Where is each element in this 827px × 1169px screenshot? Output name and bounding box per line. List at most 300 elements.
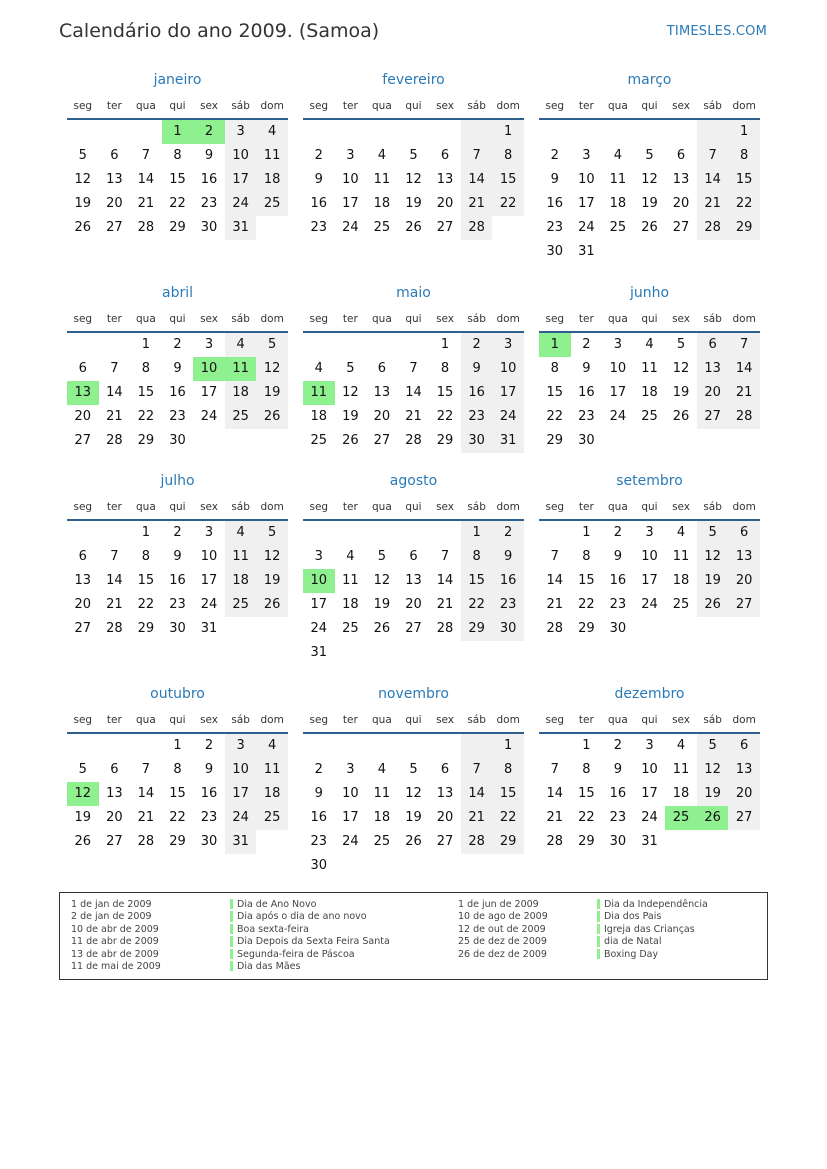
day: 10 [641, 762, 658, 777]
weekday-label: sáb [231, 313, 250, 325]
weekday-label: ter [578, 313, 594, 325]
day: 10 [342, 786, 359, 801]
weekend-day: 15 [492, 782, 524, 806]
weekend-day: 19 [256, 381, 288, 405]
day: 8 [141, 361, 151, 376]
day: 26 [373, 621, 391, 636]
weekend-day: 18 [225, 381, 257, 405]
day: 22 [137, 409, 155, 424]
weekend-day: 30 [461, 429, 493, 453]
weekend-day: 14 [728, 357, 760, 381]
weekday-label: qui [169, 100, 186, 112]
day: 30 [169, 433, 186, 448]
weekend-day: 23 [492, 593, 524, 617]
day: 7 [110, 361, 119, 376]
legend-holiday-name: Boxing Day [604, 948, 659, 960]
day: 1 [582, 738, 591, 753]
day: 1 [173, 738, 182, 753]
weekend-day: 21 [697, 192, 729, 216]
weekday-header [303, 501, 524, 515]
day: 1 [141, 337, 151, 352]
weekend-day: 24 [225, 806, 257, 830]
weekday-label: qua [608, 100, 628, 112]
day: 25 [641, 409, 658, 424]
day: 21 [546, 597, 564, 612]
month-name: janeiro [153, 72, 202, 88]
holiday-day: 2 [193, 120, 225, 144]
day: 11 [342, 573, 359, 588]
day: 5 [409, 762, 418, 777]
holiday-day: 10 [303, 569, 335, 593]
weekend-day: 19 [697, 569, 729, 593]
weekday-label: qui [641, 501, 658, 513]
weekday-label: ter [342, 501, 358, 513]
day: 7 [141, 148, 151, 163]
weekend-day: 17 [225, 782, 257, 806]
weekday-label: sex [200, 313, 219, 325]
day: 23 [609, 810, 627, 825]
day: 5 [409, 148, 418, 163]
empty-weekend-cell [461, 734, 493, 758]
weekday-label: qui [169, 501, 186, 513]
weekend-day: 6 [697, 333, 729, 357]
weekend-day: 8 [492, 758, 524, 782]
day: 22 [546, 409, 564, 424]
day: 1 [582, 525, 591, 540]
weekday-label: dom [732, 313, 756, 325]
day: 28 [106, 621, 123, 636]
day: 10 [578, 172, 595, 187]
day: 24 [641, 810, 658, 825]
month-name: junho [629, 285, 670, 301]
legend-holiday-name: Dia das Mães [237, 960, 301, 972]
day: 17 [342, 196, 359, 211]
weekday-label: dom [260, 100, 284, 112]
day: 5 [676, 337, 686, 352]
holiday-day: 26 [697, 806, 729, 830]
weekend-day: 17 [492, 381, 524, 405]
weekend-day: 12 [697, 545, 729, 569]
weekend-day: 30 [492, 617, 524, 641]
legend-date: 10 de ago de 2009 [458, 911, 548, 923]
weekend-day: 12 [256, 545, 288, 569]
day: 3 [613, 337, 623, 352]
weekday-label: qui [405, 313, 422, 325]
day: 11 [672, 549, 690, 564]
day: 5 [78, 762, 87, 777]
day: 8 [141, 549, 151, 564]
day: 2 [173, 337, 182, 352]
weekend-day: 27 [697, 405, 729, 429]
weekend-day: 7 [461, 144, 493, 168]
day: 28 [106, 433, 123, 448]
day: 19 [641, 196, 658, 211]
legend-marker [597, 899, 600, 909]
weekday-label: ter [342, 714, 358, 726]
weekday-label: ter [106, 501, 122, 513]
day: 22 [578, 810, 595, 825]
weekday-label: qua [372, 313, 392, 325]
weekday-label: qui [169, 313, 186, 325]
day: 31 [641, 834, 658, 849]
day: 30 [310, 858, 328, 873]
day: 13 [373, 385, 391, 400]
day: 9 [582, 361, 591, 376]
day: 24 [641, 597, 658, 612]
weekend-day: 16 [461, 381, 493, 405]
day: 11 [672, 762, 690, 777]
day: 7 [550, 762, 559, 777]
weekday-label: dom [732, 714, 756, 726]
day: 4 [314, 361, 323, 376]
day: 12 [342, 385, 359, 400]
weekday-label: qua [608, 501, 628, 513]
day: 8 [440, 361, 450, 376]
weekday-label: seg [73, 714, 93, 726]
weekday-label: dom [260, 313, 284, 325]
weekday-label: dom [496, 313, 520, 325]
day: 8 [582, 549, 591, 564]
weekend-day: 4 [256, 734, 288, 758]
day: 6 [440, 148, 450, 163]
weekday-label: qui [641, 714, 658, 726]
weekday-label: ter [578, 501, 594, 513]
month-name: fevereiro [382, 72, 445, 88]
day: 14 [405, 385, 422, 400]
legend-holiday-name: Dia da Independência [604, 899, 708, 910]
day: 16 [310, 810, 328, 825]
weekday-header [303, 100, 524, 114]
day: 11 [373, 172, 391, 187]
weekday-label: qui [405, 100, 422, 112]
weekend-day: 18 [256, 168, 288, 192]
weekday-label: seg [545, 714, 565, 726]
day: 20 [74, 597, 92, 612]
day: 2 [314, 762, 323, 777]
day: 10 [200, 549, 218, 564]
day: 3 [346, 148, 355, 163]
weekend-day: 8 [492, 144, 524, 168]
weekend-day: 19 [256, 569, 288, 593]
day: 16 [578, 385, 595, 400]
weekend-day: 11 [225, 545, 257, 569]
weekday-label: qua [136, 313, 156, 325]
day: 24 [310, 621, 328, 636]
day: 18 [672, 573, 690, 588]
day: 9 [314, 786, 323, 801]
day: 6 [110, 762, 119, 777]
day: 21 [405, 409, 422, 424]
day: 9 [204, 762, 214, 777]
weekend-day: 9 [461, 357, 493, 381]
day: 27 [106, 220, 123, 235]
weekend-day: 5 [697, 734, 729, 758]
weekday-label: sex [436, 313, 455, 325]
day: 22 [436, 409, 454, 424]
day: 18 [672, 786, 690, 801]
weekend-day: 8 [728, 144, 760, 168]
legend-marker [597, 924, 600, 934]
weekday-label: qui [641, 100, 658, 112]
weekend-day: 11 [256, 758, 288, 782]
day: 29 [578, 834, 595, 849]
day: 18 [373, 196, 391, 211]
day: 6 [110, 148, 119, 163]
weekday-header [539, 100, 760, 114]
month-name: julho [160, 473, 195, 489]
weekend-day: 31 [225, 216, 257, 240]
day: 3 [314, 549, 323, 564]
weekday-label: qua [372, 100, 392, 112]
weekend-day: 2 [461, 333, 493, 357]
weekday-label: qua [608, 714, 628, 726]
page-title: Calendário do ano 2009. (Samoa) [59, 20, 380, 42]
day: 20 [436, 196, 454, 211]
day: 25 [373, 220, 391, 235]
weekend-day: 18 [225, 569, 257, 593]
weekend-day: 27 [728, 593, 760, 617]
day: 29 [137, 621, 155, 636]
day: 25 [310, 433, 328, 448]
day: 23 [169, 597, 186, 612]
day: 2 [613, 738, 623, 753]
weekend-day: 12 [256, 357, 288, 381]
day: 23 [169, 409, 186, 424]
weekend-day: 28 [461, 216, 493, 240]
weekday-label: sex [436, 501, 455, 513]
weekday-label: sáb [703, 100, 722, 112]
day: 11 [641, 361, 658, 376]
weekday-label: qua [136, 100, 156, 112]
day: 21 [546, 810, 564, 825]
weekend-day: 27 [728, 806, 760, 830]
weekday-label: sex [672, 501, 691, 513]
weekday-label: qui [405, 501, 422, 513]
day: 15 [436, 385, 454, 400]
day: 29 [169, 220, 186, 235]
day: 26 [74, 220, 92, 235]
day: 14 [137, 172, 155, 187]
day: 24 [609, 409, 627, 424]
day: 22 [578, 597, 595, 612]
weekend-day: 7 [697, 144, 729, 168]
holiday-day: 13 [67, 381, 99, 405]
weekday-label: qua [608, 313, 628, 325]
day: 7 [409, 361, 418, 376]
weekday-label: sex [200, 501, 219, 513]
weekend-day: 5 [697, 521, 729, 545]
day: 7 [440, 549, 450, 564]
weekend-day: 10 [225, 144, 257, 168]
day: 26 [405, 220, 422, 235]
day: 1 [141, 525, 151, 540]
weekday-label: qua [136, 714, 156, 726]
weekend-day: 25 [256, 192, 288, 216]
weekday-header [67, 313, 288, 327]
legend-date: 11 de mai de 2009 [71, 960, 161, 972]
holiday-day: 1 [539, 333, 571, 357]
weekend-day: 6 [728, 734, 760, 758]
weekday-label: qui [405, 714, 422, 726]
day: 21 [106, 409, 123, 424]
weekend-day: 28 [697, 216, 729, 240]
weekend-day: 22 [728, 192, 760, 216]
day: 15 [578, 573, 595, 588]
day: 23 [310, 220, 328, 235]
day: 5 [346, 361, 355, 376]
weekend-day: 5 [256, 521, 288, 545]
weekday-label: seg [309, 714, 329, 726]
legend-holiday-name: Igreja das Crianças [604, 923, 695, 935]
legend-marker [230, 911, 233, 921]
weekend-day: 11 [256, 144, 288, 168]
weekday-label: sáb [703, 313, 722, 325]
weekday-label: seg [73, 313, 93, 325]
day: 21 [436, 597, 454, 612]
weekday-label: sex [200, 100, 219, 112]
brand-link[interactable]: TIMESLES.COM [666, 24, 767, 39]
day: 2 [582, 337, 591, 352]
legend-date: 11 de abr de 2009 [71, 936, 159, 948]
weekend-day: 26 [697, 593, 729, 617]
day: 27 [74, 621, 92, 636]
weekend-day: 13 [728, 758, 760, 782]
day: 22 [169, 196, 186, 211]
day: 20 [106, 196, 123, 211]
day: 15 [137, 573, 155, 588]
weekday-label: seg [309, 313, 329, 325]
day: 29 [436, 433, 454, 448]
day: 20 [436, 810, 454, 825]
weekday-label: sáb [703, 501, 722, 513]
legend-holiday-name: Boa sexta-feira [237, 923, 309, 935]
empty-weekend-cell [697, 120, 729, 144]
day: 30 [609, 621, 627, 636]
day: 30 [200, 834, 218, 849]
day: 17 [641, 573, 658, 588]
day: 18 [310, 409, 328, 424]
legend-date: 2 de jan de 2009 [71, 911, 152, 923]
weekend-day: 19 [697, 782, 729, 806]
legend-left-markers [230, 899, 233, 973]
day: 16 [200, 786, 218, 801]
day: 13 [106, 172, 123, 187]
legend-right-dates [458, 899, 548, 961]
day: 3 [645, 525, 654, 540]
day: 12 [373, 573, 391, 588]
day: 21 [137, 810, 155, 825]
weekend-day: 14 [697, 168, 729, 192]
day: 5 [78, 148, 87, 163]
day: 24 [342, 834, 359, 849]
weekday-label: dom [496, 501, 520, 513]
day: 19 [74, 196, 92, 211]
legend-holiday-name: Dia após o dia de ano novo [237, 911, 367, 923]
weekday-header [303, 313, 524, 327]
day: 18 [641, 385, 658, 400]
weekday-label: sáb [467, 100, 486, 112]
day: 4 [377, 762, 387, 777]
day: 3 [346, 762, 355, 777]
day: 19 [74, 810, 92, 825]
day: 17 [200, 385, 218, 400]
weekday-label: dom [496, 100, 520, 112]
day: 3 [204, 525, 214, 540]
legend-holiday-name: Dia Depois da Sexta Feira Santa [237, 936, 390, 948]
weekend-day: 26 [256, 405, 288, 429]
legend-left-dates [71, 899, 161, 973]
weekday-label: seg [309, 501, 329, 513]
day: 15 [169, 172, 186, 187]
legend-holiday-name: Dia dos Pais [604, 911, 662, 923]
day: 10 [609, 361, 627, 376]
weekend-day: 21 [461, 192, 493, 216]
weekend-day: 28 [461, 830, 493, 854]
day: 28 [546, 621, 564, 636]
weekend-day: 16 [492, 569, 524, 593]
day: 20 [373, 409, 391, 424]
day: 25 [609, 220, 627, 235]
day: 20 [74, 409, 92, 424]
day: 6 [377, 361, 387, 376]
day: 28 [405, 433, 422, 448]
day: 22 [137, 597, 155, 612]
weekend-day: 1 [461, 521, 493, 545]
weekday-label: sex [436, 714, 455, 726]
day: 29 [578, 621, 595, 636]
month-name: abril [161, 285, 193, 301]
day: 28 [137, 220, 155, 235]
weekend-day: 15 [461, 569, 493, 593]
legend-right-markers [597, 899, 600, 961]
weekday-header [539, 501, 760, 515]
weekday-label: seg [309, 100, 329, 112]
day: 14 [106, 573, 123, 588]
month-name: maio [396, 285, 431, 301]
weekday-label: ter [106, 100, 122, 112]
weekend-day: 24 [492, 405, 524, 429]
day: 7 [141, 762, 151, 777]
day: 16 [200, 172, 218, 187]
weekend-day: 1 [492, 734, 524, 758]
weekday-label: qui [169, 714, 186, 726]
weekday-label: sáb [231, 100, 250, 112]
weekday-label: dom [496, 714, 520, 726]
day: 6 [409, 549, 418, 564]
weekday-label: seg [73, 501, 93, 513]
day: 15 [137, 385, 155, 400]
weekend-day: 24 [225, 192, 257, 216]
weekend-day: 18 [256, 782, 288, 806]
day: 9 [173, 361, 182, 376]
weekend-day: 14 [461, 782, 493, 806]
weekend-day: 29 [461, 617, 493, 641]
month-name: março [627, 72, 672, 88]
weekday-label: ter [342, 100, 358, 112]
weekend-day: 20 [728, 782, 760, 806]
day: 11 [373, 786, 391, 801]
day: 30 [200, 220, 218, 235]
weekend-day: 31 [225, 830, 257, 854]
day: 8 [550, 361, 559, 376]
weekend-day: 17 [225, 168, 257, 192]
day: 13 [74, 573, 92, 588]
day: 25 [672, 597, 690, 612]
legend-marker [597, 911, 600, 921]
day: 14 [546, 573, 564, 588]
day: 5 [377, 549, 387, 564]
weekday-label: seg [545, 313, 565, 325]
